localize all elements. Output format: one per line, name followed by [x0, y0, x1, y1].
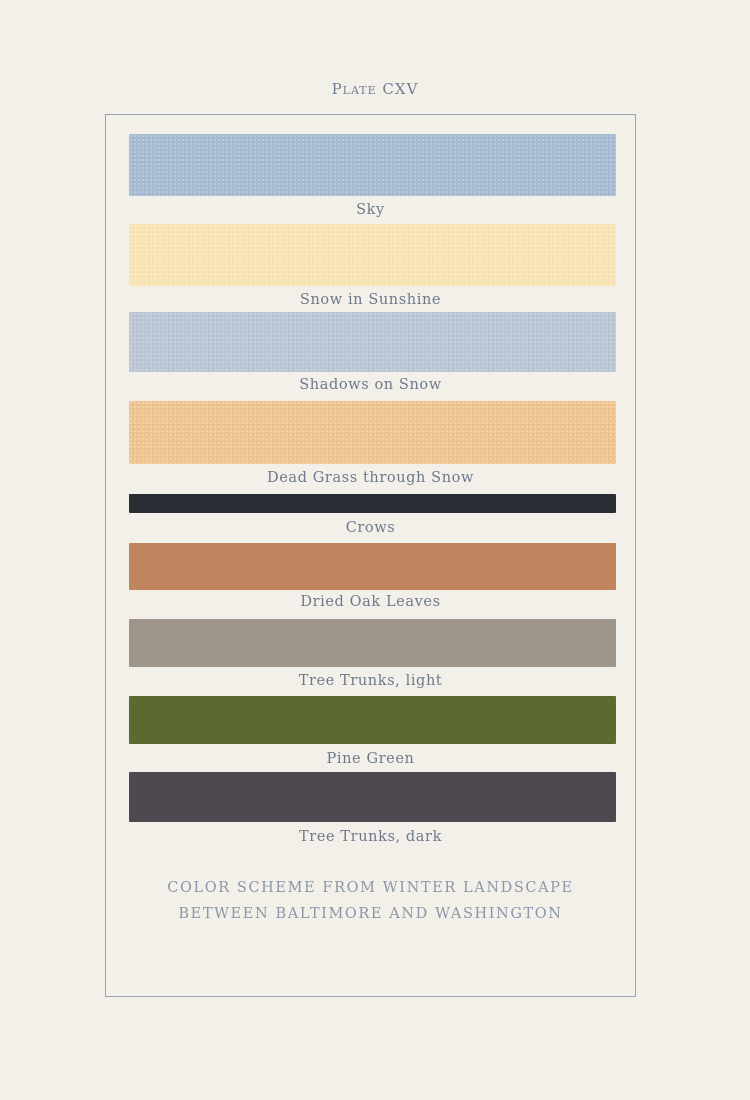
swatch-label-tree-trunks-dark: Tree Trunks, dark [299, 829, 442, 845]
swatch-label-dried-oak-leaves: Dried Oak Leaves [300, 594, 441, 610]
swatch-label-sky: Sky [356, 202, 385, 218]
swatch-label-tree-trunks-light: Tree Trunks, light [298, 673, 443, 689]
swatch-shadows-on-snow [129, 312, 616, 372]
swatch-label-pine-green: Pine Green [326, 751, 415, 767]
swatch-dead-grass-through-snow [129, 401, 616, 464]
swatch-tree-trunks-light [129, 619, 616, 667]
swatch-label-snow-in-sunshine: Snow in Sunshine [299, 292, 442, 308]
caption-line-2: BETWEEN BALTIMORE AND WASHINGTON [178, 906, 563, 922]
swatch-label-shadows-on-snow: Shadows on Snow [299, 377, 442, 393]
swatch-dried-oak-leaves [129, 543, 616, 590]
swatch-label-crows: Crows [345, 520, 396, 536]
swatch-label-dead-grass-through-snow: Dead Grass through Snow [266, 470, 474, 486]
swatch-crows [129, 494, 616, 513]
swatch-snow-in-sunshine [129, 224, 616, 286]
plate-title: Plate CXV [331, 80, 419, 98]
swatch-tree-trunks-dark [129, 772, 616, 822]
swatch-sky [129, 134, 616, 196]
caption-line-1: COLOR SCHEME FROM WINTER LANDSCAPE [167, 880, 574, 896]
swatch-pine-green [129, 696, 616, 744]
